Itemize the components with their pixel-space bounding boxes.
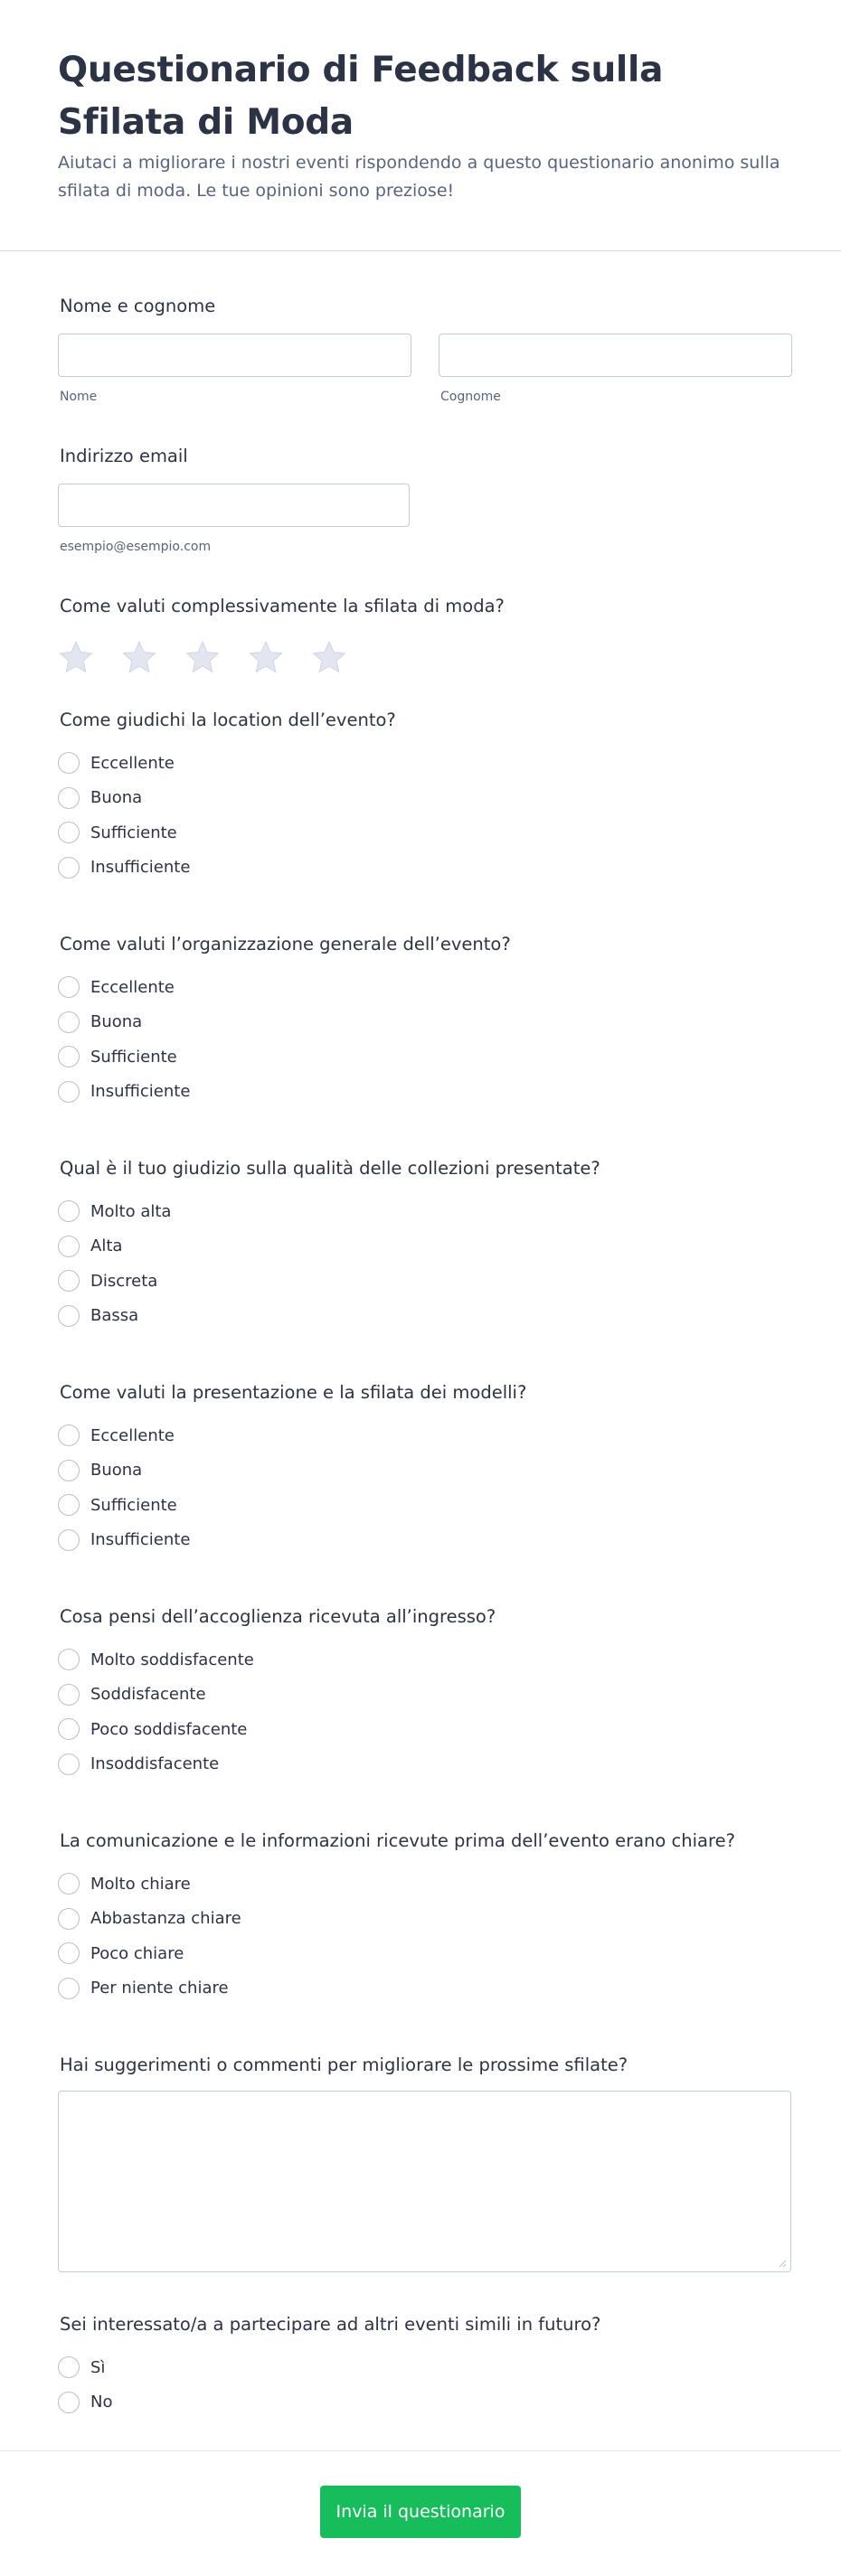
option-label[interactable]: Sufficiente xyxy=(90,1495,177,1515)
star-icon[interactable] xyxy=(121,639,157,675)
radio-option[interactable] xyxy=(58,1971,790,2007)
option-label[interactable]: Eccellente xyxy=(90,753,175,773)
radio-button[interactable] xyxy=(58,752,80,774)
radio-button[interactable] xyxy=(58,1978,80,1999)
radio-option[interactable] xyxy=(58,1075,790,1110)
future-options xyxy=(58,2350,790,2420)
question-label: Come valuti la presentazione e la sfilata dei modelli? xyxy=(60,1382,527,1403)
radio-question-3 xyxy=(58,1109,790,1333)
radio-option[interactable] xyxy=(58,1523,790,1558)
radio-option[interactable] xyxy=(58,1264,790,1299)
form-description: Aiutaci a migliorare i nostri eventi rispondendo a questo questionario anonimo sulla sfilata di moda. Le tue opinioni sono preziose! xyxy=(58,153,780,201)
radio-button[interactable] xyxy=(58,857,80,879)
radio-option[interactable] xyxy=(58,1194,790,1229)
email-question xyxy=(58,404,790,554)
radio-group xyxy=(58,970,790,1109)
option-label[interactable]: Molto chiare xyxy=(90,1874,191,1894)
submit-button[interactable]: Invia il questionario xyxy=(320,2486,521,2538)
option-label[interactable]: Poco chiare xyxy=(90,1943,184,1963)
radio-option[interactable] xyxy=(58,1299,790,1334)
star-rating xyxy=(58,639,790,675)
option-label[interactable]: Buona xyxy=(90,1012,143,1032)
radio-button[interactable] xyxy=(58,1753,80,1775)
option-label[interactable]: No xyxy=(90,2393,113,2412)
last-name-sublabel: Cognome xyxy=(440,390,501,404)
radio-group xyxy=(58,1194,790,1333)
option-label[interactable]: Insufficiente xyxy=(90,1530,191,1550)
radio-group xyxy=(58,746,790,885)
radio-option[interactable] xyxy=(58,1418,790,1453)
first-name-input[interactable] xyxy=(58,334,411,377)
radio-button[interactable] xyxy=(58,1236,80,1257)
radio-button[interactable] xyxy=(58,1873,80,1894)
comments-question xyxy=(58,2006,790,2272)
option-label[interactable]: Per niente chiare xyxy=(90,1979,229,1998)
radio-option[interactable] xyxy=(58,1453,790,1489)
star-icon[interactable] xyxy=(248,639,284,675)
radio-button[interactable] xyxy=(58,1684,80,1706)
radio-button[interactable] xyxy=(58,1424,80,1446)
option-label[interactable]: Bassa xyxy=(90,1306,139,1326)
radio-option[interactable] xyxy=(58,851,790,886)
comments-textarea[interactable] xyxy=(58,2091,791,2272)
comments-label: Hai suggerimenti o commenti per migliorare le prossime sfilate? xyxy=(60,2054,628,2075)
option-label[interactable]: Alta xyxy=(90,1236,123,1256)
radio-question-1 xyxy=(58,675,790,885)
radio-button[interactable] xyxy=(58,976,80,998)
radio-button[interactable] xyxy=(58,1460,80,1481)
option-label[interactable]: Insoddisfacente xyxy=(90,1754,220,1774)
radio-question-6 xyxy=(58,1782,790,2006)
option-label[interactable]: Sufficiente xyxy=(90,823,177,842)
radio-question-5 xyxy=(58,1557,790,1782)
option-label[interactable]: Insufficiente xyxy=(90,1082,191,1102)
radio-questions xyxy=(58,675,790,2006)
radio-button[interactable] xyxy=(58,822,80,843)
future-label: Sei interessato/a a partecipare ad altri eventi simili in futuro? xyxy=(60,2314,601,2335)
option-label[interactable]: Poco soddisfacente xyxy=(90,1719,248,1739)
first-name-column xyxy=(58,334,411,404)
radio-option[interactable] xyxy=(58,1678,790,1713)
option-label[interactable]: Molto alta xyxy=(90,1201,172,1221)
future-option[interactable] xyxy=(58,2350,790,2385)
radio-button[interactable] xyxy=(58,1529,80,1551)
radio-button[interactable] xyxy=(58,1942,80,1964)
radio-button[interactable] xyxy=(58,1046,80,1067)
radio-option[interactable] xyxy=(58,746,790,781)
last-name-input[interactable] xyxy=(439,334,792,377)
option-label[interactable]: Discreta xyxy=(90,1271,158,1291)
name-row xyxy=(58,334,790,404)
question-label: Come valuti l’organizzazione generale dell’evento? xyxy=(60,934,511,954)
radio-question-2 xyxy=(58,885,790,1109)
resize-grip-icon[interactable] xyxy=(778,2259,787,2268)
name-label: Nome e cognome xyxy=(60,296,216,316)
radio-option[interactable] xyxy=(58,1488,790,1523)
question-label: Qual è il tuo giudizio sulla qualità delle collezioni presentate? xyxy=(60,1158,600,1179)
radio-option[interactable] xyxy=(58,1039,790,1075)
star-icon[interactable] xyxy=(58,639,94,675)
radio-option[interactable] xyxy=(58,815,790,851)
radio-button[interactable] xyxy=(58,1305,80,1327)
future-question xyxy=(58,2272,790,2420)
option-label[interactable]: Buona xyxy=(90,1461,143,1481)
email-label: Indirizzo email xyxy=(60,446,188,466)
email-input[interactable] xyxy=(58,484,410,527)
email-sublabel: esempio@esempio.com xyxy=(60,540,212,554)
radio-button[interactable] xyxy=(58,2392,80,2413)
option-label[interactable]: Eccellente xyxy=(90,1425,175,1445)
radio-button[interactable] xyxy=(58,1081,80,1103)
option-label[interactable]: Sì xyxy=(90,2357,106,2377)
radio-button[interactable] xyxy=(58,1200,80,1222)
option-label[interactable]: Abbastanza chiare xyxy=(90,1909,241,1929)
first-name-sublabel: Nome xyxy=(60,390,98,404)
name-question xyxy=(58,251,790,404)
option-label[interactable]: Soddisfacente xyxy=(90,1685,206,1705)
option-label[interactable]: Sufficiente xyxy=(90,1047,177,1067)
radio-option[interactable] xyxy=(58,970,790,1005)
radio-option[interactable] xyxy=(58,1229,790,1264)
radio-option[interactable] xyxy=(58,781,790,816)
form-footer xyxy=(0,2450,841,2576)
form-title: Questionario di Feedback sulla Sfilata di Moda xyxy=(58,50,664,143)
radio-question-4 xyxy=(58,1333,790,1557)
radio-button[interactable] xyxy=(58,1908,80,1930)
radio-option[interactable] xyxy=(58,1005,790,1040)
option-label[interactable]: Eccellente xyxy=(90,977,175,997)
radio-button[interactable] xyxy=(58,1718,80,1740)
question-label: La comunicazione e le informazioni ricevute prima dell’evento erano chiare? xyxy=(60,1830,735,1851)
option-label[interactable]: Molto soddisfacente xyxy=(90,1650,254,1669)
rating-label: Come valuti complessivamente la sfilata di moda? xyxy=(60,596,505,616)
radio-option[interactable] xyxy=(58,1712,790,1747)
radio-button[interactable] xyxy=(58,787,80,809)
form-header xyxy=(0,0,841,251)
form-body xyxy=(0,251,841,2420)
radio-option[interactable] xyxy=(58,1902,790,1937)
radio-group xyxy=(58,1642,790,1782)
option-label[interactable]: Buona xyxy=(90,788,143,808)
question-label: Cosa pensi dell’accoglienza ricevuta all’ingresso? xyxy=(60,1606,496,1627)
radio-option[interactable] xyxy=(58,1866,790,1902)
radio-option[interactable] xyxy=(58,1642,790,1678)
last-name-column xyxy=(439,334,792,404)
radio-option[interactable] xyxy=(58,1936,790,1971)
radio-group xyxy=(58,1418,790,1557)
radio-button[interactable] xyxy=(58,2356,80,2378)
radio-button[interactable] xyxy=(58,1494,80,1516)
star-icon[interactable] xyxy=(311,639,347,675)
radio-button[interactable] xyxy=(58,1270,80,1292)
radio-button[interactable] xyxy=(58,1649,80,1670)
star-icon[interactable] xyxy=(184,639,221,675)
radio-button[interactable] xyxy=(58,1011,80,1033)
radio-option[interactable] xyxy=(58,1747,790,1782)
question-label: Come giudichi la location dell’evento? xyxy=(60,710,396,730)
future-option[interactable] xyxy=(58,2385,790,2421)
option-label[interactable]: Insufficiente xyxy=(90,858,191,878)
radio-group xyxy=(58,1866,790,2006)
rating-question xyxy=(58,554,790,675)
